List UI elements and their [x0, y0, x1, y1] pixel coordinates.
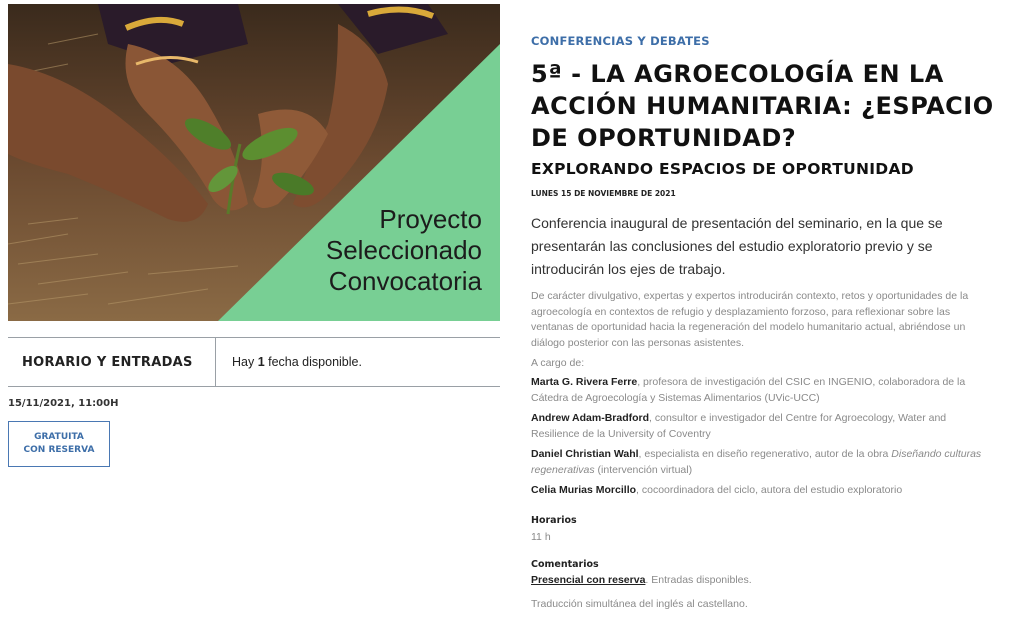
event-category[interactable]: CONFERENCIAS Y DEBATES [531, 34, 710, 48]
comments-label: Comentarios [531, 559, 599, 570]
availability-suffix: fecha disponible. [264, 355, 362, 369]
translation-note: Traducción simultánea del inglés al castellano. [531, 598, 748, 610]
ticket-line-2: CON RESERVA [23, 445, 95, 455]
event-date: LUNES 15 DE NOVIEMBRE DE 2021 [531, 189, 676, 198]
event-description: De carácter divulgativo, expertas y expertos introducirán contexto, retos y oportunidades de la agroecología en contextos de refugio y desplazamiento forzoso, para reflexionar sobre las ventanas de oportunidad hacia la regeneración del modelo humanitario actual, abriéndose un diálogo posterior con las personas asistentes. [531, 290, 969, 349]
speaker-name: Andrew Adam-Bradford [531, 412, 650, 424]
availability-count: 1 [257, 355, 265, 369]
hero-line-1: Proyecto [379, 204, 482, 234]
speaker-name: Celia Murias Morcillo [531, 484, 637, 496]
event-subtitle: EXPLORANDO ESPACIOS DE OPORTUNIDAD [531, 160, 914, 178]
availability-text [216, 355, 362, 369]
free-reservation-button[interactable] [8, 421, 110, 467]
event-title: 5ª - LA AGROECOLOGÍA EN LA ACCIÓN HUMANITARIA: ¿ESPACIO DE OPORTUNIDAD? [531, 60, 994, 152]
speaker-bio: , cocoordinadora del ciclo, autora del estudio exploratorio [636, 484, 903, 496]
speaker-bio-end: (intervención virtual) [594, 463, 693, 476]
book-title: Diseñando culturas regenerativas [531, 448, 982, 476]
ticket-line-1: GRATUITA [34, 432, 84, 442]
hours-label: Horarios [531, 515, 577, 526]
schedule-bar [8, 337, 500, 387]
session-datetime: 15/11/2021, 11:00H [8, 398, 119, 409]
schedule-title: HORARIO Y ENTRADAS [8, 338, 216, 386]
hero-line-3: Convocatoria [328, 266, 482, 296]
comments-text [531, 574, 752, 586]
speaker-name: Marta G. Rivera Ferre [531, 376, 638, 388]
event-lead: Conferencia inaugural de presentación del seminario, en la que se presentarán las conclusiones del estudio exploratorio previo y se introducirán los ejes de trabajo. [531, 215, 943, 277]
hero-overlay-text [326, 204, 482, 297]
speaker-name: Daniel Christian Wahl [531, 448, 639, 460]
in-charge-label: A cargo de: [531, 357, 585, 369]
hero-line-2: Seleccionado [325, 235, 482, 265]
speaker-item [531, 411, 993, 442]
event-hero-image [8, 4, 500, 321]
speaker-bio: , consultor e investigador del Centre for Agroecology, Water and Resilience de la University of Coventry [531, 412, 947, 440]
speaker-item [531, 483, 993, 499]
speaker-item [531, 375, 993, 406]
speaker-bio: , profesora de investigación del CSIC en INGENIO, colaboradora de la Cátedra de Agroecología y Sistemas Alimentarios (UVic-UCC) [531, 376, 966, 404]
availability-prefix: Hay [232, 355, 258, 369]
in-person-reservation-link[interactable]: Presencial con reserva [531, 574, 646, 586]
comments-rest: . Entradas disponibles. [645, 574, 752, 586]
speaker-item [531, 447, 993, 478]
speaker-bio: , especialista en diseño regenerativo, autor de la obra [638, 448, 892, 460]
hours-value: 11 h [531, 531, 551, 543]
